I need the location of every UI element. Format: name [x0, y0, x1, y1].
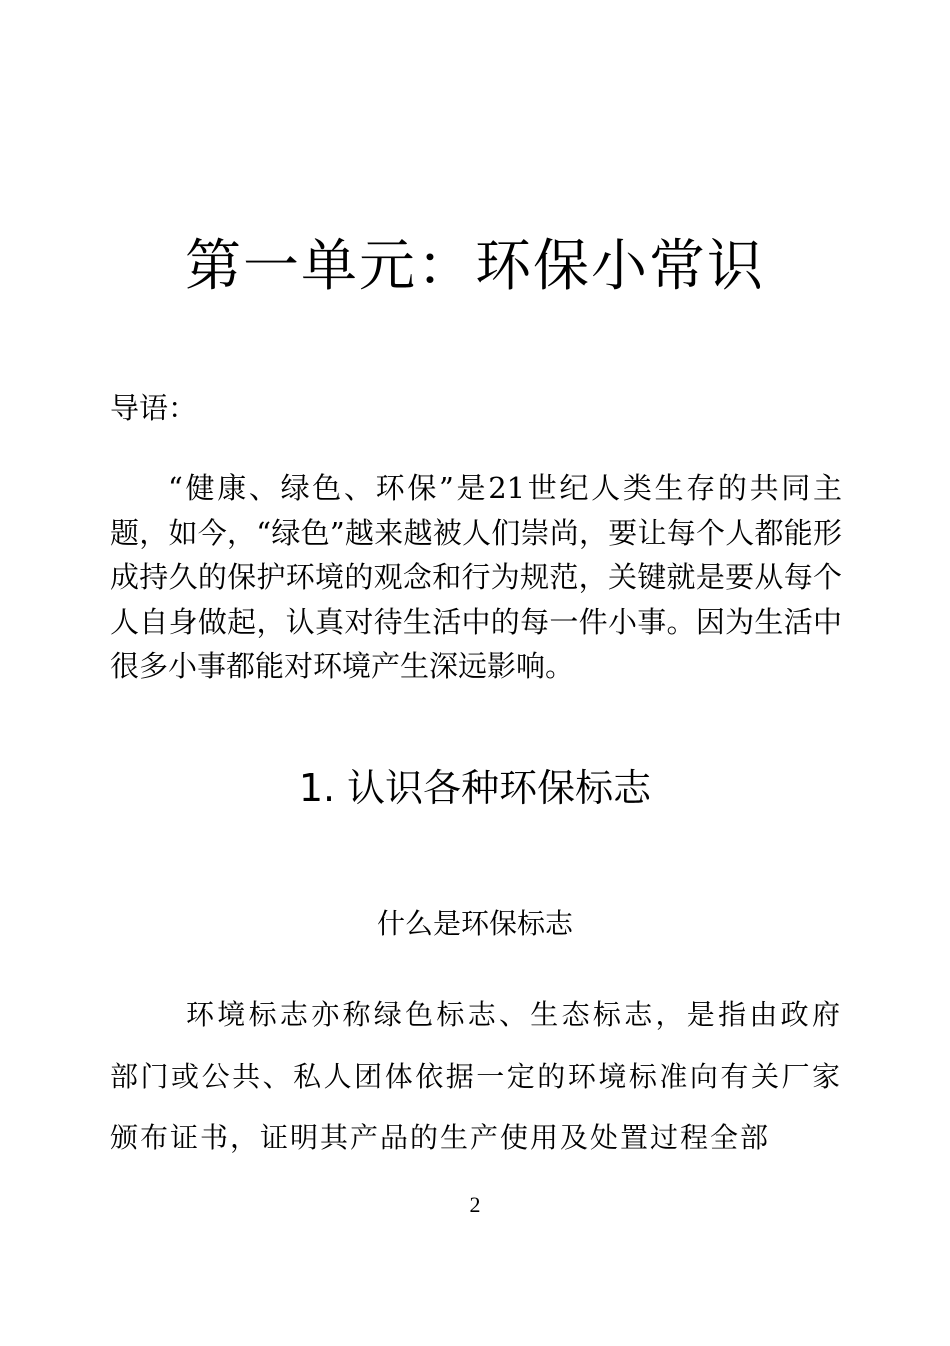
subsection-title: 什么是环保标志	[376, 907, 573, 940]
section-title: 1. 认识各种环保标志	[298, 766, 652, 810]
intro-label: 导语：	[110, 391, 198, 425]
body-paragraph: 环境标志亦称绿色标志、生态标志，是指由政府部门或公共、私人团体依据一定的环境标准向有关厂家颁布证书，证明其产品的生产使用及处置过程全部	[110, 998, 842, 1154]
unit-title: 第一单元：环保小常识	[185, 234, 765, 299]
intro-paragraph: “健康、绿色、环保”是21世纪人类生存的共同主题，如今，“绿色”越来越被人们崇尚，要让每个人都能形成持久的保护环境的观念和行为规范，关键就是要从每个人自身做起，认真对待生活中的每一件小事。因为生活中很多小事都能对环境产生深远影响。	[110, 471, 842, 683]
page-number: 2	[469, 1192, 481, 1217]
